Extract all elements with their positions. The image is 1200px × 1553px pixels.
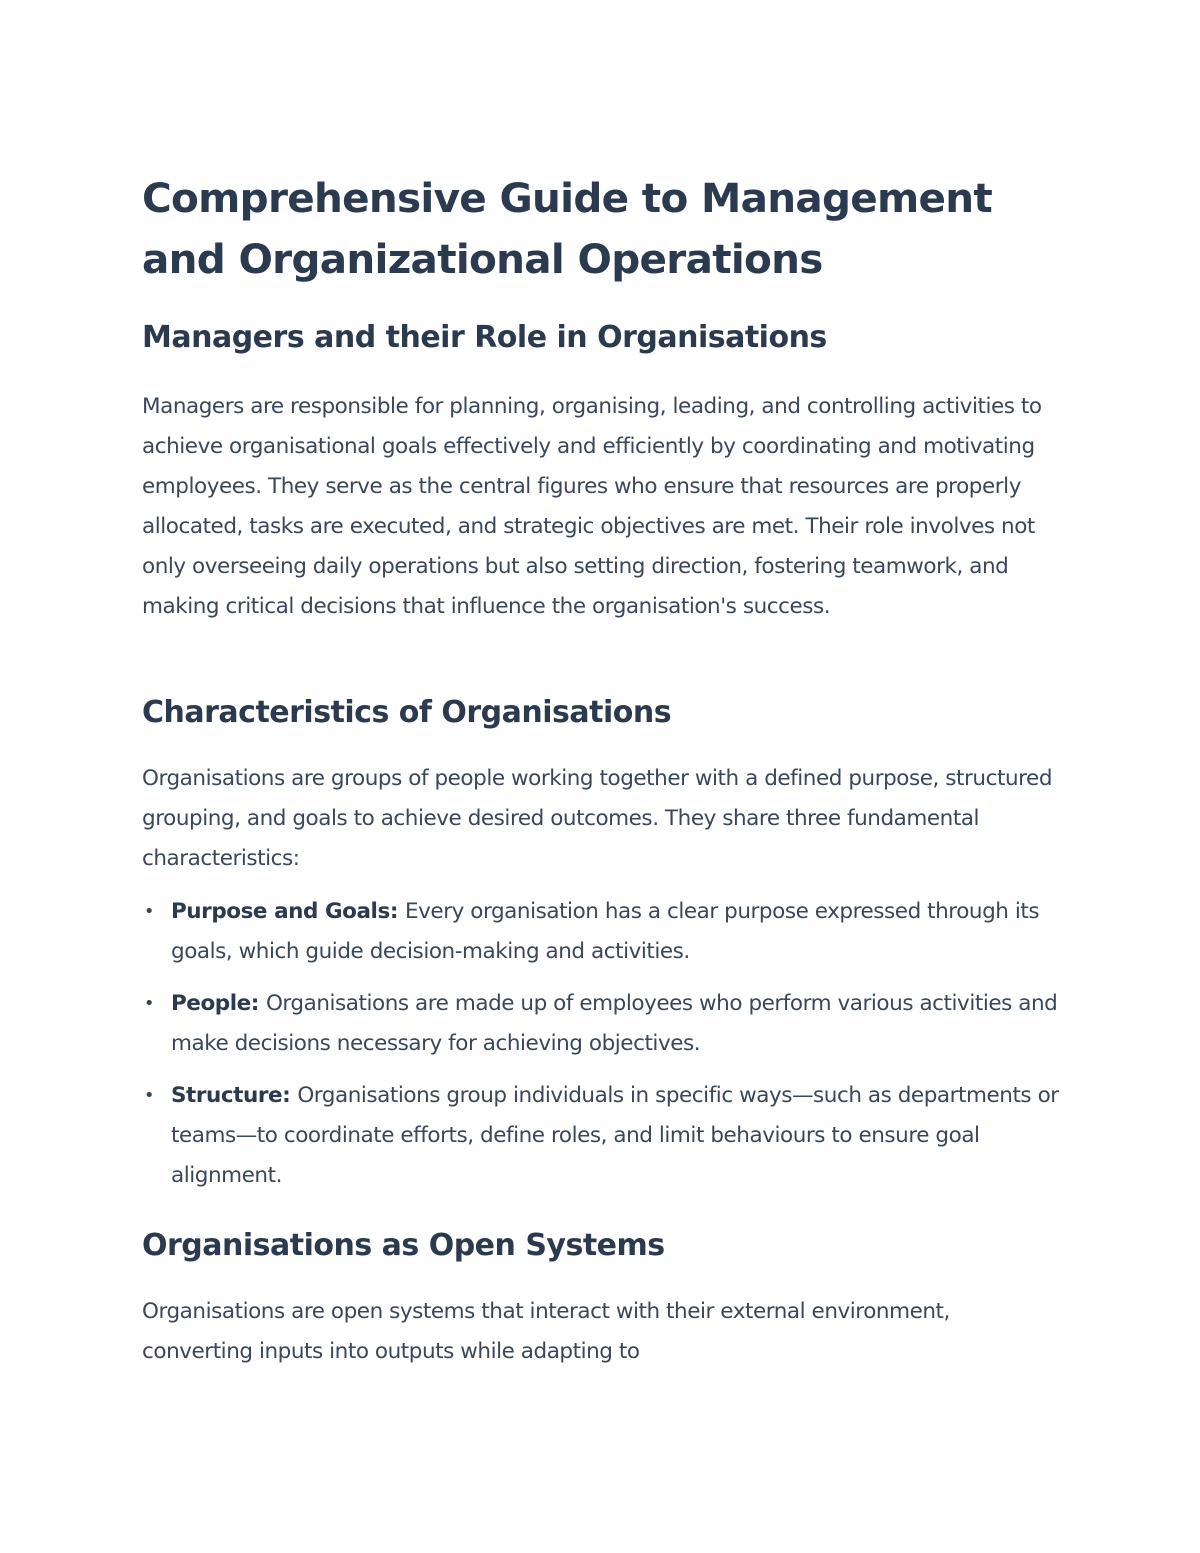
list-item — [142, 1076, 1062, 1196]
list-item-term: Structure: — [171, 1083, 298, 1108]
section-paragraph-characteristics: Organisations are groups of people working together with a defined purpose, structured grouping, and goals to achieve desired outcomes. They share three fundamental characteristics: — [142, 766, 1053, 871]
list-item — [142, 984, 1062, 1064]
section-heading-open-systems: Organisations as Open Systems — [142, 1228, 665, 1263]
document-title: Comprehensive Guide to Management and Organizational Operations — [142, 174, 993, 283]
list-item-text: Organisations are made up of employees who perform various activities and make decisions necessary for achieving objectives. — [171, 991, 1058, 1056]
section-heading-managers: Managers and their Role in Organisations — [142, 320, 827, 355]
list-item-text: Organisations group individuals in specific ways—such as departments or teams—to coordinate efforts, define roles, and limit behaviours to ensure goal alignment. — [171, 1083, 1059, 1188]
bullet-icon: • — [143, 1085, 155, 1106]
list-item-term: People: — [171, 991, 266, 1016]
section-paragraph-managers: Managers are responsible for planning, organising, leading, and controlling activities to achieve organisational goals effectively and efficiently by coordinating and motivating employees. They serve as the central figures who ensure that resources are properly allocated, tasks are executed, and strategic objectives are met. Their role involves not only overseeing daily operations but also setting direction, fostering teamwork, and making critical decisions that influence the organisation's success. — [142, 394, 1042, 619]
list-item-term: Purpose and Goals: — [171, 899, 406, 924]
bullet-icon: • — [143, 901, 155, 922]
bullet-icon: • — [143, 993, 155, 1014]
list-item — [142, 892, 1062, 972]
section-heading-characteristics: Characteristics of Organisations — [142, 695, 672, 730]
list-item-text: Every organisation has a clear purpose expressed through its goals, which guide decision-making and activities. — [171, 899, 1040, 964]
characteristics-list — [142, 892, 1062, 1208]
section-paragraph-open-systems: Organisations are open systems that interact with their external environment, converting inputs into outputs while adapting to — [142, 1299, 950, 1364]
